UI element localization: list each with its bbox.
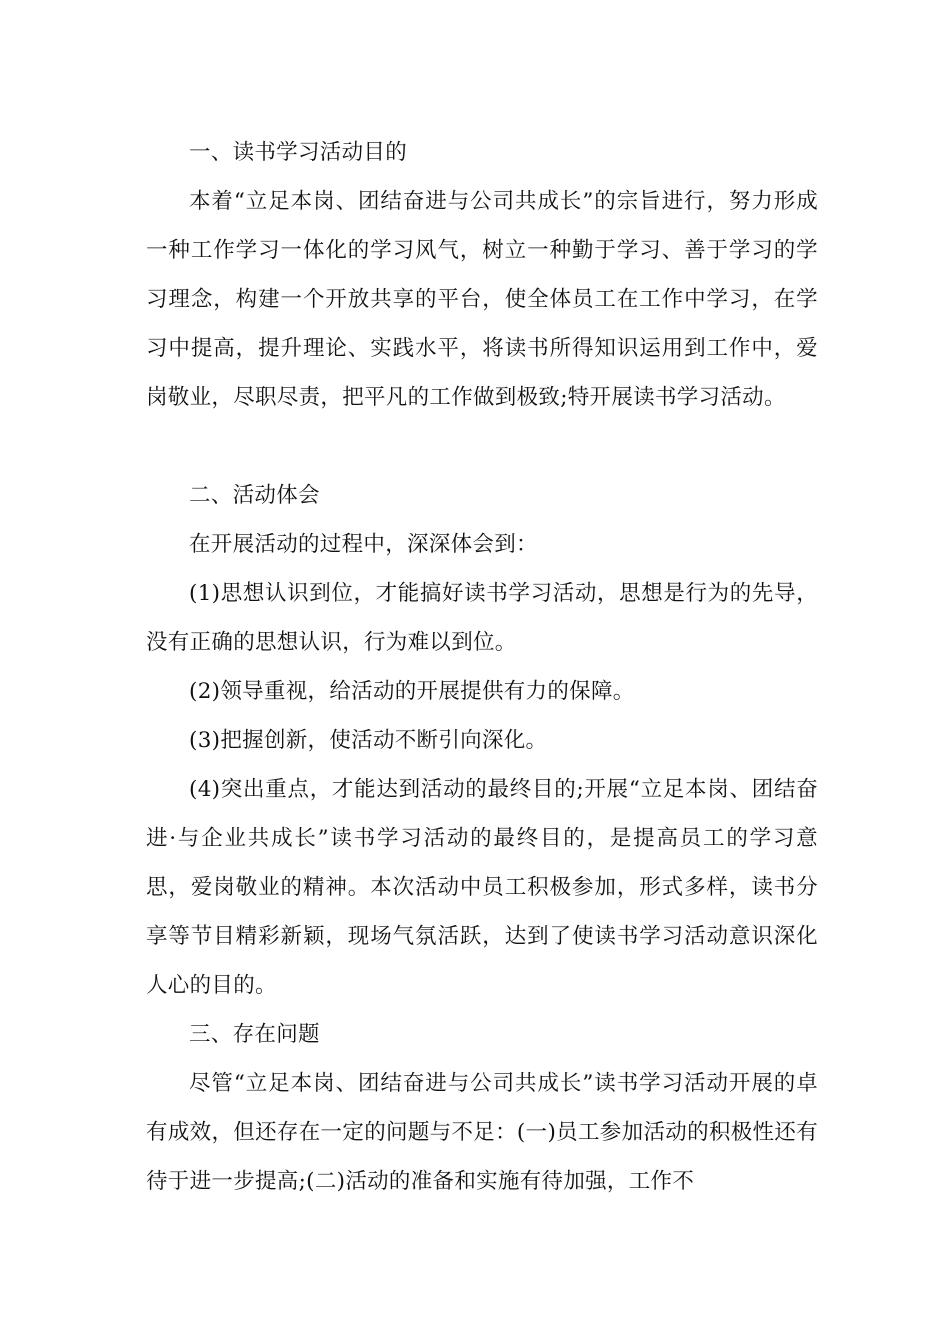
list-item-3: (3)把握创新，使活动不断引向深化。 (189, 728, 548, 753)
list-item-4: (4)突出重点，才能达到活动的最终目的;开展“立足本岗、团结奋进·与企业共成长”读书学习活动的最终目的，是提高员工的学习意思，爱岗敬业的精神。本次活动中员工积极参加，形式多样，读书分享等节目精彩新颖，现场气氛活跃，达到了使读书学习活动意识深化人心的目的。 (146, 777, 818, 998)
section-heading-2: 二、活动体会 (189, 483, 320, 508)
paragraph-problems: 尽管“立足本岗、团结奋进与公司共成长”读书学习活动开展的卓有成效，但还存在一定的问题与不足：(一)员工参加活动的积极性还有待于进一步提高;(二)活动的准备和实施有待加强，工作不 (146, 1071, 818, 1194)
list-item-1: (1)思想认识到位，才能搞好读书学习活动，思想是行为的先导，没有正确的思想认识，行为难以到位。 (146, 581, 818, 655)
paragraph-intro: 在开展活动的过程中，深深体会到： (189, 532, 538, 557)
list-item-2: (2)领导重视，给活动的开展提供有力的保障。 (189, 679, 635, 704)
paragraph-purpose: 本着“立足本岗、团结奋进与公司共成长”的宗旨进行，努力形成一种工作学习一体化的学习风气，树立一种勤于学习、善于学习的学习理念，构建一个开放共享的平台，使全体员工在工作中学习，在学习中提高，提升理论、实践水平，将读书所得知识运用到工作中，爱岗敬业，尽职尽责，把平凡的工作做到极致;特开展读书学习活动。 (146, 189, 818, 410)
section-heading-1: 一、读书学习活动目的 (189, 140, 408, 165)
section-heading-3: 三、存在问题 (189, 1022, 320, 1047)
